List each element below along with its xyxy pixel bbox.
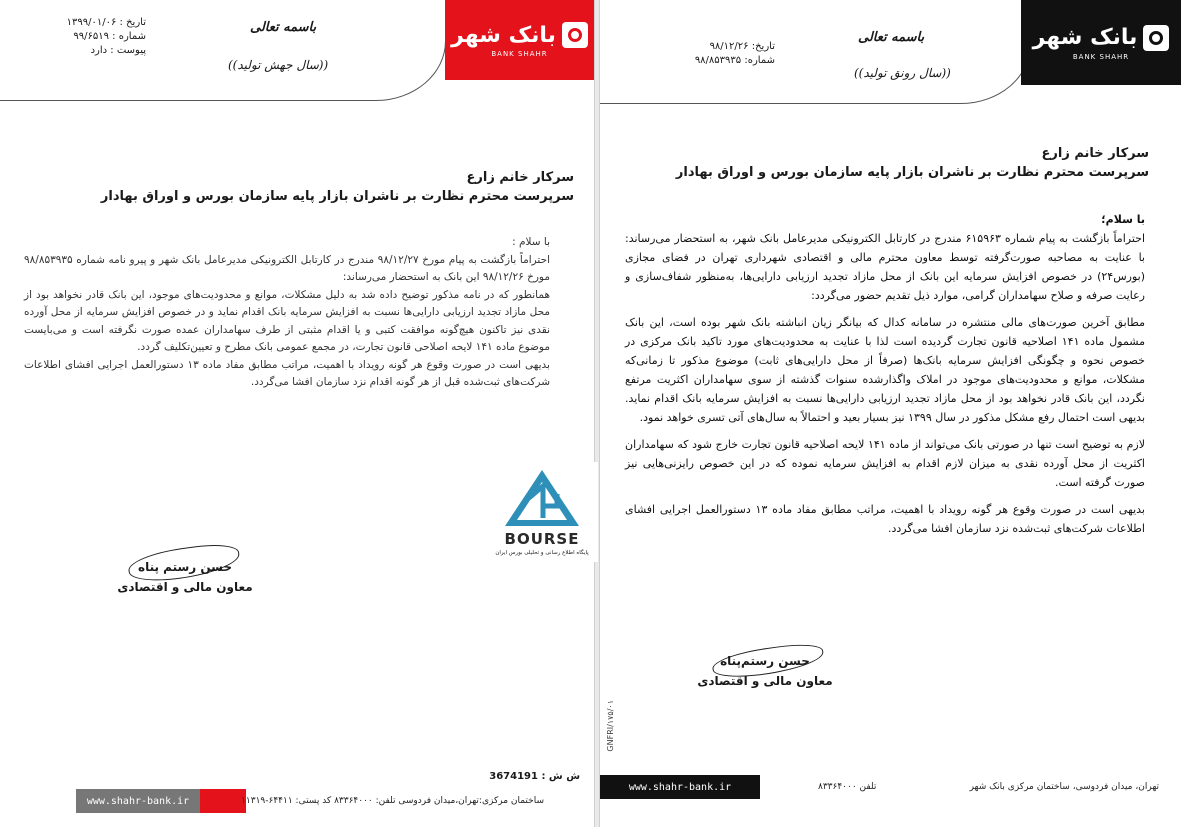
number-row: شماره: ۹۸/۸۵۳۹۳۵ bbox=[694, 55, 775, 66]
greeting: با سلام؛ bbox=[1101, 213, 1145, 226]
footer-phone: تلفن ۸۳۳۶۴۰۰۰ bbox=[818, 782, 877, 792]
sh-number: ش ش : 3674191 bbox=[489, 771, 580, 782]
date-row: تاریخ: ۹۸/۱۲/۲۶ bbox=[709, 41, 775, 52]
bank-shahr-logo bbox=[1021, 0, 1181, 85]
signer-name: حسن رستم‌پناه bbox=[720, 654, 810, 668]
body-paragraph: احتراماً بازگشت به پیام مورخ ۹۸/۱۲/۲۷ مندرج در کارتابل الکترونیکی مدیرعامل بانک شهر و پیرو نامه شماره ۹۸/۸۵۳۹۳۵ مورخ ۹۸/۱۲/۲۶ این بانک به استحضار می‌رساند: bbox=[24, 253, 550, 283]
letter-right bbox=[600, 0, 1181, 827]
footer-strip bbox=[76, 789, 246, 813]
website-link[interactable]: www.shahr-bank.ir bbox=[600, 775, 760, 799]
logo-subtext: BANK SHAHR bbox=[491, 50, 548, 58]
bism-heading: باسمه تعالی bbox=[858, 30, 925, 45]
recipient-block bbox=[14, 170, 574, 204]
number-row: شماره : ۹۹/۶۵۱۹ bbox=[73, 31, 146, 42]
signer-title: معاون مالی و اقتصادی bbox=[697, 674, 833, 688]
signer-title: معاون مالی و اقتصادی bbox=[117, 580, 253, 594]
letter-meta bbox=[16, 16, 146, 58]
body-paragraph: لازم به توضیح است تنها در صورتی بانک می‌تواند از ماده ۱۴۱ لایحه اصلاحیه قانون تجارت خارج شود که سهامداران اکثریت از محل آورده نقدی به میزان لازم اقدام به افزایش سرمایه نموده که در این خصوص رایزنی‌هایی نیز صورت گرفته است. bbox=[625, 438, 1146, 489]
bank-logo-icon bbox=[1143, 25, 1169, 51]
signature-block bbox=[680, 654, 850, 688]
recipient-name: سرکار خانم زارع bbox=[466, 170, 574, 185]
bourse-watermark bbox=[486, 462, 598, 562]
letter-body bbox=[625, 210, 1145, 538]
reference-code: GNFRI/۱۷۵/۰۱ bbox=[606, 700, 615, 752]
attachment-row: پیوست : دارد bbox=[90, 45, 146, 56]
footer-strip bbox=[600, 775, 760, 799]
signer-name: حسن رستم پناه bbox=[137, 560, 233, 574]
recipient-name: سرکار خانم زارع bbox=[1041, 146, 1149, 161]
bism-heading: باسمه تعالی bbox=[250, 20, 317, 35]
logo-text: بانک شهر bbox=[451, 22, 556, 48]
logo-subtext: BANK SHAHR bbox=[1072, 52, 1130, 61]
year-motto: ((سال رونق تولید)) bbox=[854, 66, 951, 80]
footer-address: ساختمان مرکزی:تهران،میدان فردوسی تلفن: ۸۳۳۶۴۰۰۰ کد پستی: ۶۴۴۱۱-۱۱۳۱۹ bbox=[241, 796, 544, 806]
recipient-title: سرپرست محترم نظارت بر ناشران بازار پایه سازمان بورس و اوراق بهادار bbox=[100, 189, 574, 204]
greeting: با سلام : bbox=[512, 236, 550, 248]
website-link[interactable]: www.shahr-bank.ir bbox=[76, 789, 200, 813]
date-value: ۱۳۹۹/۰۱/۰۶ bbox=[66, 17, 117, 28]
bourse-logo-icon bbox=[503, 468, 581, 528]
watermark-title: BOURSE bbox=[504, 530, 580, 548]
body-paragraph: بدیهی است در صورت وقوع هر گونه رویداد با اهمیت، مراتب مطابق مفاد ماده ۱۳ دستورالعمل اجرایی افشای اطلاعات شرکت‌های ثبت‌شده نزد سازمان افشا می‌گردد. bbox=[625, 503, 1145, 535]
logo-text: بانک شهر bbox=[1032, 25, 1138, 50]
date-value: ۹۸/۱۲/۲۶ bbox=[709, 41, 749, 52]
number-value: ۹۸/۸۵۳۹۳۵ bbox=[694, 55, 742, 66]
body-paragraph: بدیهی است در صورت وقوع هر گونه رویداد با اهمیت، مراتب مطابق مفاد ماده ۱۳ دستورالعمل اجرایی افشای اطلاعات شرکت‌های ثبت‌شده قبل از هر گونه اقدام نزد سازمان افشا می‌گردد. bbox=[24, 358, 550, 388]
number-value: ۹۹/۶۵۱۹ bbox=[73, 31, 109, 42]
letter-body bbox=[24, 234, 550, 392]
watermark-subtitle: پایگاه اطلاع رسانی و تحلیلی بورس ایران bbox=[495, 550, 589, 556]
signature-block bbox=[115, 560, 255, 594]
recipient-title: سرپرست محترم نظارت بر ناشران بازار پایه سازمان بورس و اوراق بهادار bbox=[675, 165, 1149, 180]
recipient-block bbox=[609, 146, 1149, 180]
body-paragraph: مطابق آخرین صورت‌های مالی منتشره در سامانه کدال که بیانگر زیان انباشته بانک شهر بوده است، این بانک مشمول ماده ۱۴۱ اصلاحیه قانون تجارت گردیده است لذا با عنایت به محدودیت‌های مورد تاکید بانک مرکزی در خصوص نحوه و چگونگی افزایش سرمایه بانک‌ها (صرفاً از محل دارایی‌های ثابت) موضوع مذکور تا زمانی‌که مشکلات، موانع و محدودیت‌های موجود در املاک واگذارشده سنوات گذشته از سوی سهامداران اکثریت مرتفع نگردد، این بانک قادر نخواهد بود از محل مازاد تجدید ارزیابی دارایی‌ها نسبت به افزایش سرمایه بانک اقدام نماید. بدیهی است احتمال رفع مشکل مذکور در سال ۱۳۹۹ نیز بسیار بعید و احتمالاً به سال‌های آتی تسری خواهد نمود. bbox=[625, 316, 1146, 424]
footer-address: تهران، میدان فردوسی، ساختمان مرکزی بانک شهر bbox=[969, 782, 1159, 792]
bank-shahr-logo bbox=[445, 0, 594, 80]
bank-logo-icon bbox=[562, 22, 588, 48]
sh-value: 3674191 bbox=[489, 771, 538, 782]
body-paragraph: همانطور که در نامه مذکور توضیح داده شد به دلیل مشکلات، موانع و محدودیت‌های موجود، این بانک قادر نخواهد بود از محل مازاد تجدید ارزیابی دارایی‌ها نسبت به افزایش سرمایه بانک اقدام نماید و در خصوص افزایش سرمایه از محل آورده نقدی نیز تاکنون هیچ‌گونه موافقت کتبی و یا اقدام مثبتی از طرف سهامداران عمده صورت نگرفته است و می‌بایست موضوع ماده ۱۴۱ لایحه اصلاحی قانون تجارت، در مجمع عمومی بانک مطرح و تعیین‌تکلیف گردد. bbox=[24, 288, 550, 353]
attachment-value: دارد bbox=[90, 45, 108, 56]
body-paragraph: احتراماً بازگشت به پیام شماره ۶۱۵۹۶۳ مندرج در کارتابل الکترونیکی مدیرعامل بانک شهر، به استحضار می‌رساند: با عنایت به مصاحبه صورت‌گرفته توسط معاون محترم مالی و اقتصادی شهرداری تهران در فضای مجازی (بورس۲۴) در خصوص افزایش سرمایه این بانک از محل مازاد تجدید ارزیابی دارایی‌ها، به‌منظور شفاف‌سازی و رعایت صرفه و صلاح سهامداران گرامی، موارد ذیل تقدیم حضور می‌گردد: bbox=[625, 232, 1145, 302]
year-motto: ((سال جهش تولید)) bbox=[228, 58, 329, 72]
date-row: تاریخ : ۱۳۹۹/۰۱/۰۶ bbox=[66, 17, 146, 28]
footer-accent bbox=[200, 789, 246, 813]
letter-meta bbox=[650, 40, 775, 68]
